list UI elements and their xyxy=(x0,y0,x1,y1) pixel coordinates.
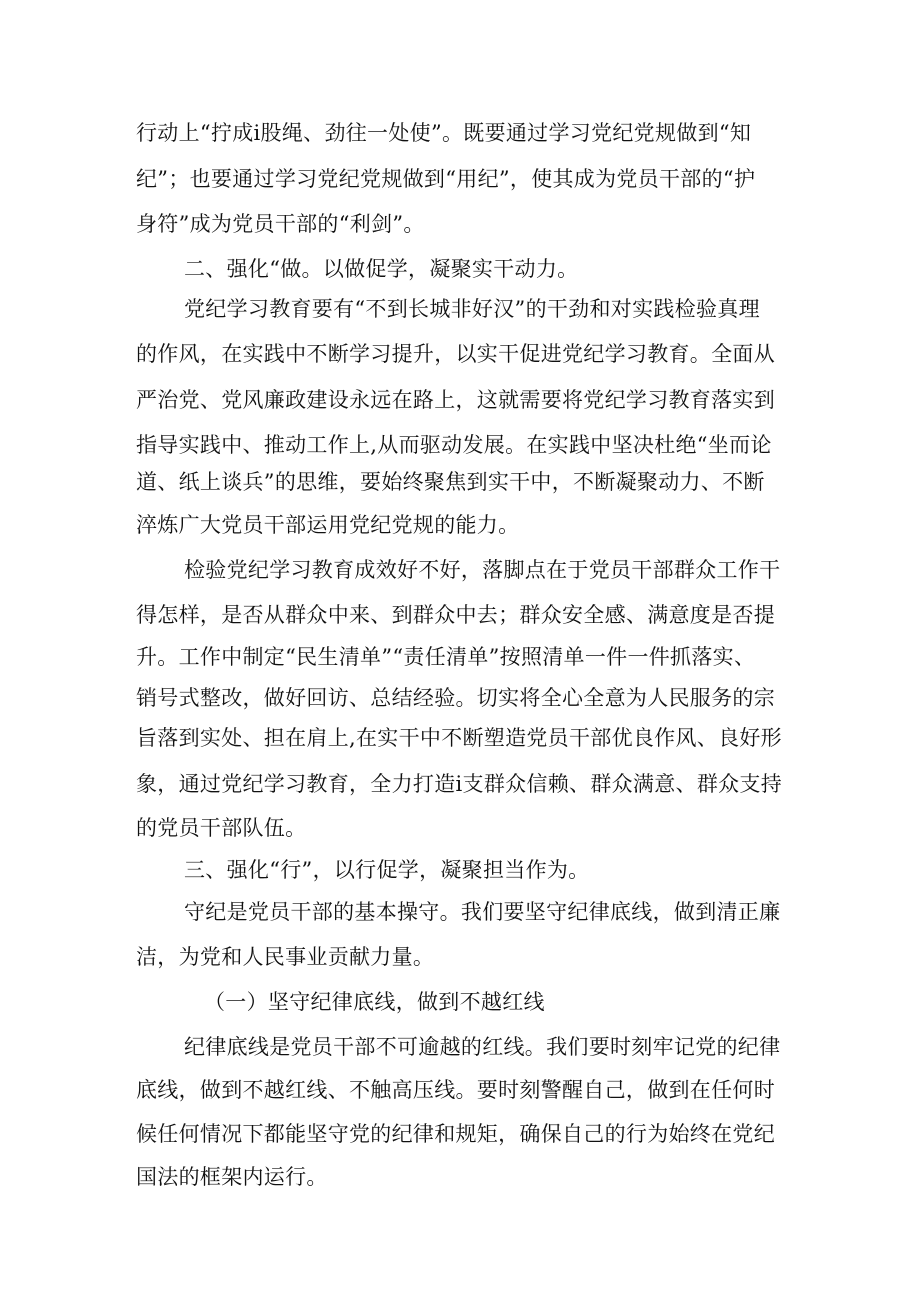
text-line: 销号式整改，做好回访、总结经验。切实将全心全意为人民服务的宗 xyxy=(136,686,775,710)
text-line: 纪”；也要通过学习党纪党规做到“用纪”，使其成为党员干部的“护 xyxy=(136,167,756,191)
text-line: 的党员干部队伍。 xyxy=(136,816,307,840)
text-line: 象，通过党纪学习教育，全力打造i支群众信赖、群众满意、群众支持 xyxy=(136,772,783,796)
text-line: 道、纸上谈兵”的思维，要始终聚焦到实干中，不断凝聚动力、不断 xyxy=(136,470,765,494)
text-line: 洁，为党和人民事业贡献力量。 xyxy=(136,945,435,969)
text-line: 底线，做到不越红线、不触高压线。要时刻警醒自己，做到在任何时 xyxy=(136,1078,775,1102)
text-line: 严治党、党风廉政建设永远在路上，这就需要将党纪学习教育落实到 xyxy=(136,388,775,412)
text-line: 纪律底线是党员干部不可逾越的红线。我们要时刻牢记党的纪律 xyxy=(184,1035,781,1059)
text-line: 淬炼广大党员干部运用党纪党规的能力。 xyxy=(136,513,520,537)
text-line: 指导实践中、推动工作上,从而驱动发展。在实践中坚决杜绝“坐而论 xyxy=(136,433,772,457)
text-line: 的作风，在实践中不断学习提升，以实干促进党纪学习教育。全面从 xyxy=(136,342,775,366)
section-heading-3: 三、强化“行”，以行促学，凝聚担当作为。 xyxy=(184,858,590,882)
text-line: 行动上“拧成i股绳、劲往一处使”。既要通过学习党纪党规做到“知 xyxy=(136,121,752,145)
text-line: 检验党纪学习教育成效好不好，落脚点在于党员干部群众工作干 xyxy=(184,558,781,582)
subsection-heading: （一）坚守纪律底线，做到不越红线 xyxy=(204,990,545,1014)
text-line: 旨落到实处、担在肩上,在实干中不断塑造党员干部优良作风、良好形 xyxy=(136,726,782,750)
text-line: 国法的框架内运行。 xyxy=(136,1165,328,1189)
text-line: 党纪学习教育要有“不到长城非好汉”的干劲和对实践检验真理 xyxy=(184,297,760,321)
text-line: 守纪是党员干部的基本操守。我们要坚守纪律底线，做到清正廉 xyxy=(184,900,781,924)
text-line: 得怎样，是否从群众中来、到群众中去；群众安全感、满意度是否提 xyxy=(136,603,775,627)
text-line: 升。工作中制定“民生清单”“责任清单”按照清单一件一件抓落实、 xyxy=(136,645,756,669)
text-line: 身符”成为党员干部的“利剑”。 xyxy=(136,212,425,236)
section-heading-2: 二、强化“做。以做促学，凝聚实干动力。 xyxy=(184,257,579,281)
text-line: 候任何情况下都能坚守党的纪律和规矩，确保自己的行为始终在党纪 xyxy=(136,1122,775,1146)
